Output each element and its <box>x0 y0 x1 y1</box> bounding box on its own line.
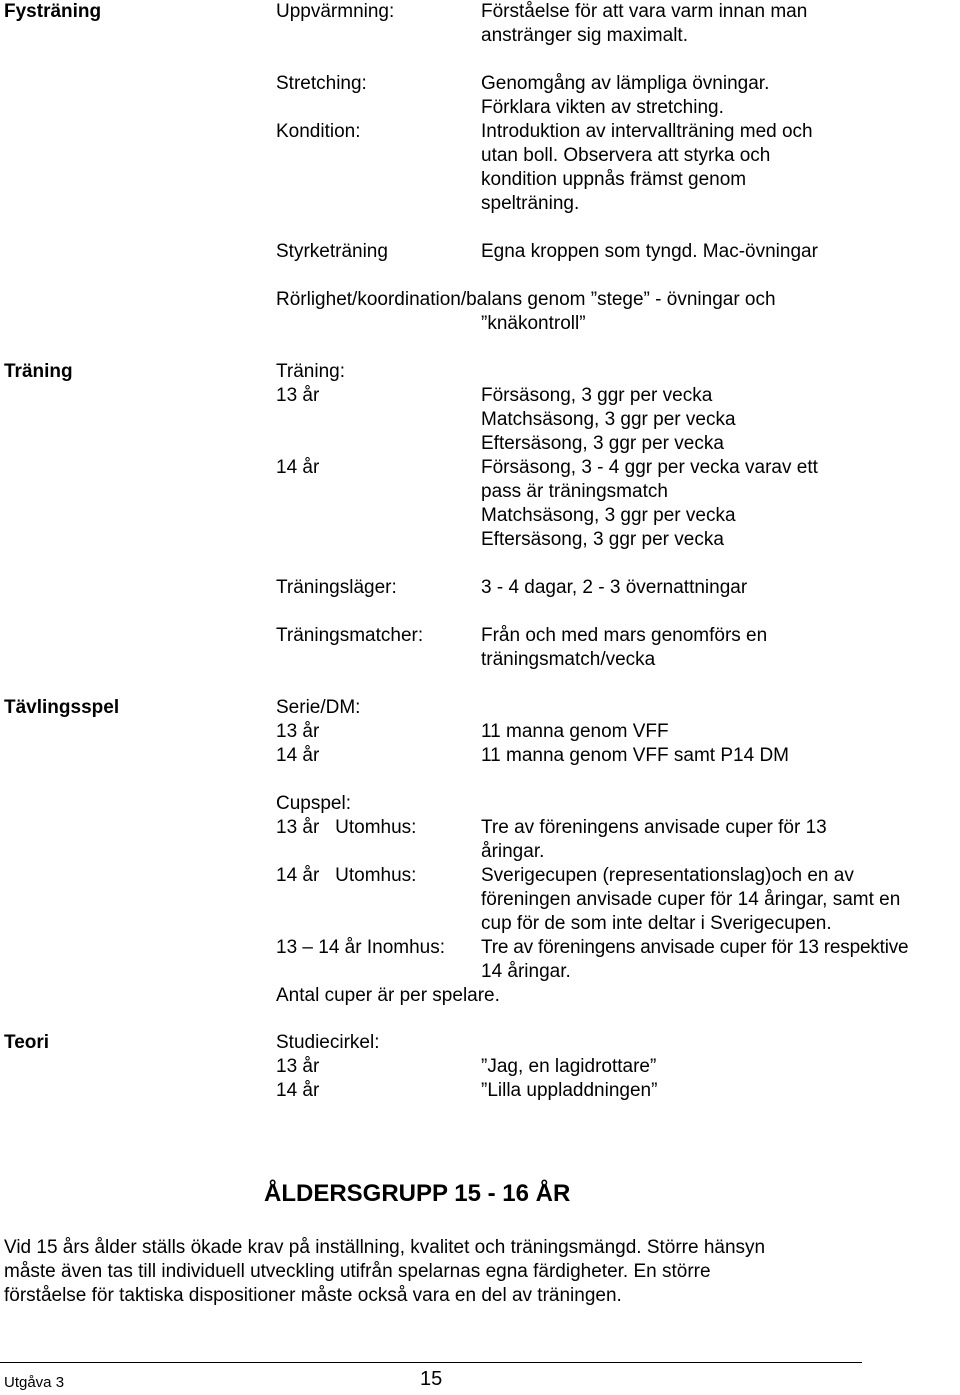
section-heading-traning: Träning <box>4 361 73 382</box>
section-heading-tavlingsspel: Tävlingsspel <box>4 697 120 718</box>
traningsmatcher-label: Träningsmatcher: <box>276 625 424 646</box>
cup-13-label: 13 år Utomhus: <box>276 817 417 838</box>
serie-age-13: 13 år <box>276 721 320 742</box>
footer-divider <box>0 1362 862 1363</box>
traning-age-14-text: Försäsong, 3 - 4 ggr per vecka varav ett pass är träningsmatch Matchsäsong, 3 ggr per vecka Eftersäsong, 3 ggr per vecka <box>481 457 818 550</box>
stretching-label: Stretching: <box>276 73 367 94</box>
kondition-text: Introduktion av intervallträning med och utan boll. Observera att styrka och kondition uppnås främst genom spelträning. <box>481 121 813 214</box>
teori-age-13-text: ”Jag, en lagidrottare” <box>481 1056 657 1077</box>
traning-age-14: 14 år <box>276 457 320 478</box>
cup-14-label: 14 år Utomhus: <box>276 865 417 886</box>
cup-13-text: Tre av föreningens anvisade cuper för 13 åringar. <box>481 817 827 862</box>
antal-cuper-note: Antal cuper är per spelare. <box>276 985 500 1006</box>
traningslager-label: Träningsläger: <box>276 577 397 598</box>
cup-inomhus-label: 13 – 14 år Inomhus: <box>276 937 445 958</box>
rorlighet-text-line1: Rörlighet/koordination/balans genom ”stege” - övningar och <box>276 289 776 310</box>
traning-sub-label: Träning: <box>276 361 345 382</box>
kondition-label: Kondition: <box>276 121 361 142</box>
aldersgrupp-paragraph: Vid 15 års ålder ställs ökade krav på inställning, kvalitet och träningsmängd. Större hänsyn måste även tas till individuell utveckling utifrån spelarnas egna färdigheter. En större förståelse för taktiska dispositioner måste också vara en del av träningen. <box>4 1237 766 1306</box>
section-heading-fystraning: Fysträning <box>4 1 102 22</box>
styrketraning-label: Styrketräning <box>276 241 388 262</box>
serie-age-14: 14 år <box>276 745 320 766</box>
serie-dm-label: Serie/DM: <box>276 697 361 718</box>
stretching-text: Genomgång av lämpliga övningar. Förklara vikten av stretching. <box>481 73 770 118</box>
rorlighet-text-line2: ”knäkontroll” <box>481 313 586 334</box>
studiecirkel-label: Studiecirkel: <box>276 1032 380 1053</box>
traning-age-13: 13 år <box>276 385 320 406</box>
traningsmatcher-text: Från och med mars genomförs en träningsmatch/vecka <box>481 625 768 670</box>
teori-age-14: 14 år <box>276 1080 320 1101</box>
footer-edition: Utgåva 3 <box>4 1374 65 1391</box>
uppvarmning-text: Förståelse för att vara varm innan man anstränger sig maximalt. <box>481 1 808 46</box>
section-heading-teori: Teori <box>4 1032 50 1053</box>
aldersgrupp-title: ÅLDERSGRUPP 15 - 16 ÅR <box>264 1180 571 1207</box>
styrketraning-text: Egna kroppen som tyngd. Mac-övningar <box>481 241 818 262</box>
serie-age-14-text: 11 manna genom VFF samt P14 DM <box>481 745 789 766</box>
teori-age-13: 13 år <box>276 1056 320 1077</box>
cup-inomhus-text: Tre av föreningens anvisade cuper för 13 respektive 14 åringar. <box>481 937 909 982</box>
cupspel-label: Cupspel: <box>276 793 351 814</box>
teori-age-14-text: ”Lilla uppladdningen” <box>481 1080 658 1101</box>
uppvarmning-label: Uppvärmning: <box>276 1 395 22</box>
traning-age-13-text: Försäsong, 3 ggr per vecka Matchsäsong, 3 ggr per vecka Eftersäsong, 3 ggr per vecka <box>481 385 736 454</box>
cup-14-text: Sverigecupen (representationslag)och en av föreningen anvisade cuper för 14 åringar, samt en cup för de som inte deltar i Sverigecupen. <box>481 865 901 934</box>
page-number: 15 <box>420 1368 443 1390</box>
traningslager-text: 3 - 4 dagar, 2 - 3 övernattningar <box>481 577 748 598</box>
serie-age-13-text: 11 manna genom VFF <box>481 721 669 742</box>
